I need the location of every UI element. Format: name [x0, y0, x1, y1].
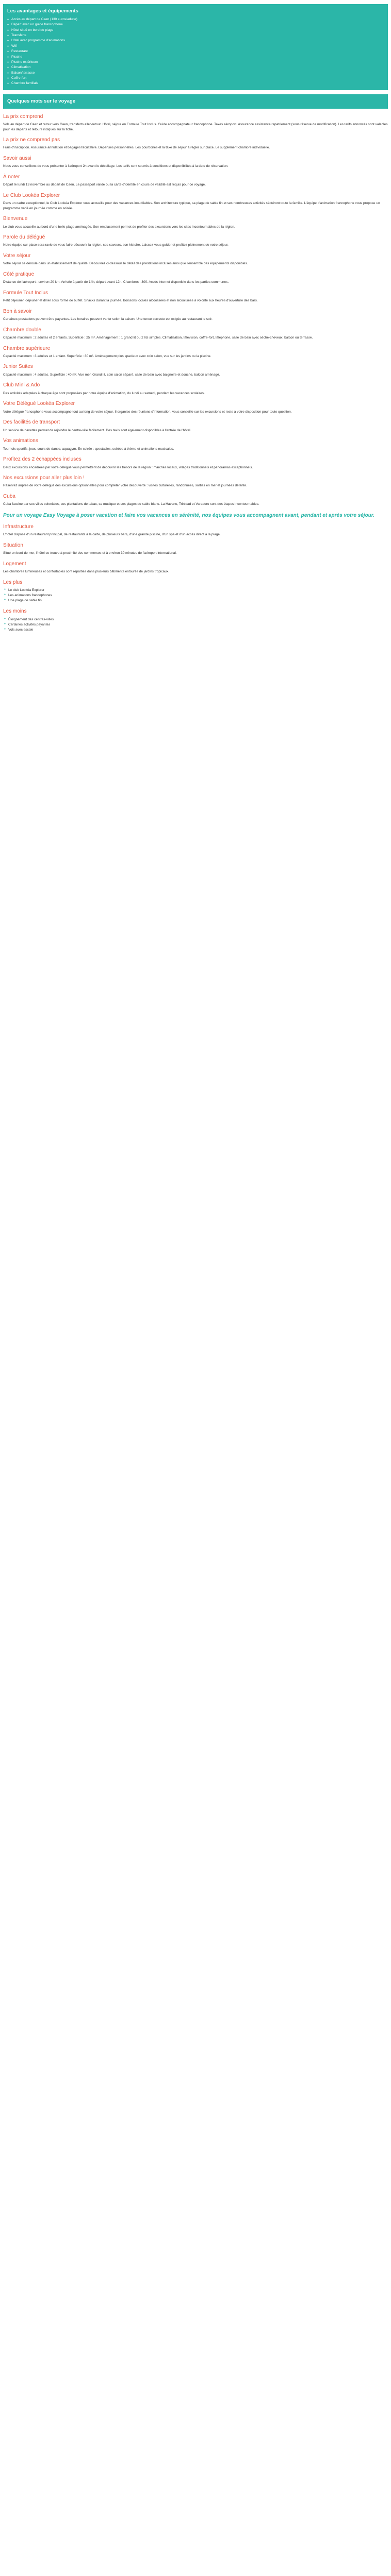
advantage-item: ● Départ avec un guide francophone: [7, 22, 384, 27]
section: [3, 493, 388, 507]
list-item: ● Les animations francophones: [3, 593, 388, 598]
advantage-item: ● Restaurant: [7, 49, 384, 54]
cons-title: Les moins: [3, 608, 27, 615]
section-body: Frais d'inscription. Assurance annulation et bagages facultative. Dépenses personnelles. Les pourboires et la taxe de séjour à régler sur place. Le supplément chambre individuelle.: [3, 146, 270, 150]
section: [3, 345, 388, 359]
promo-text: Pour un voyage Easy Voyage à poser vacation et faire vos vacances en sérénité, nos équipes vous accompagnent avant, pendant et après votre séjour.: [3, 512, 374, 518]
advantage-item: ● Hôtel avec programme d'animations: [7, 38, 384, 43]
section: [3, 252, 388, 266]
section: [3, 474, 388, 488]
advantage-item: ● Accès au départ de Caen (130 euros/adulte): [7, 17, 384, 22]
advantages-list: [7, 17, 384, 87]
advantage-item: ● Transferts: [7, 33, 384, 38]
section-title: Cuba: [3, 493, 15, 499]
section-body: Capacité maximum : 4 adultes. Superficie : 40 m². Vue mer. Grand lit, coin salon séparé, salle de bain avec baignoire et douche, balcon aménagé.: [3, 372, 220, 377]
section-title: Junior Suites: [3, 364, 33, 370]
section-body: Vols au départ de Caen et retour vers Caen, transferts aller-retour. Hôtel, séjour en Formule Tout Inclus. Guide accompagnateur francophone. Taxes aéroport. Assurance assistance rapatriement (sous réserve de modification). Les tarifs annoncés sont valables pour les départs et retours indiqués sur la fiche.: [3, 123, 388, 131]
advantage-item: ● Wifi: [7, 44, 384, 49]
section-body: Situé en bord de mer, l'hôtel se trouve à proximité des commerces et à environ 30 minutes de l'aéroport international.: [3, 551, 177, 555]
section-title: Vos animations: [3, 438, 38, 444]
section-title: Des facilités de transport: [3, 419, 60, 426]
advantage-item: ● Coffre-fort: [7, 76, 384, 81]
advantage-item: ● Piscine: [7, 55, 384, 60]
section: [3, 382, 388, 396]
section-body: L'hôtel dispose d'un restaurant principal, de restaurants à la carte, de plusieurs bars, d'une grande piscine, d'un spa et d'un accès direct à la plage.: [3, 533, 221, 537]
section-title: Profitez des 2 échappées incluses: [3, 456, 82, 463]
section-body: Tournois sportifs, jeux, cours de danse, aquagym. En soirée : spectacles, soirées à thème et animations musicales.: [3, 447, 174, 451]
section: [3, 363, 388, 377]
section: [3, 137, 388, 150]
section-title: La prix ne comprend pas: [3, 137, 60, 143]
section-title: Chambre double: [3, 327, 41, 333]
section: [3, 419, 388, 433]
list-item: ● Certaines activités payantes: [3, 622, 388, 628]
section-body: Petit déjeuner, déjeuner et dîner sous forme de buffet. Snacks durant la journée. Boissons locales alcoolisées et non alcoolisées à volonté aux heures d'ouverture des bars.: [3, 299, 258, 303]
section-title: Infrastructure: [3, 523, 34, 530]
section-title: Votre séjour: [3, 252, 31, 259]
section-title: Bon à savoir: [3, 308, 32, 314]
pros-section: [3, 579, 388, 604]
section-title: Nos excursions pour aller plus loin !: [3, 474, 85, 481]
section-body: Notre équipe sur place sera ravie de vous faire découvrir la région, ses saveurs, son histoire. Laissez-vous guider et profitez pleinement de votre séjour.: [3, 243, 229, 247]
section-title: Bienvenue: [3, 216, 28, 222]
advantage-item: ● Balcon/terrasse: [7, 71, 384, 76]
section: [3, 290, 388, 303]
section-body: Capacité maximum : 3 adultes et 1 enfant. Superficie : 30 m². Aménagement plus spacieux avec coin salon, vue sur les jardins ou la piscine.: [3, 354, 211, 359]
section: [3, 456, 388, 470]
section-body: Nous vous conseillons de vous présenter à l'aéroport 2h avant le décollage. Les tarifs sont soumis à conditions et disponibilités à la date de réservation.: [3, 164, 229, 168]
section-body: Votre séjour se déroule dans un établissement de qualité. Découvrez ci-dessous le détail des prestations incluses ainsi que l'ensemble des équipements disponibles.: [3, 262, 248, 266]
section-title: Savoir aussi: [3, 155, 31, 161]
section-body: Distance de l'aéroport : environ 20 km. Arrivée à partir de 14h, départ avant 12h. Chambres : 300. Accès internet disponible dans les parties communes.: [3, 280, 229, 284]
list-item: ● Une plage de sable fin: [3, 598, 388, 603]
pros-title: Les plus: [3, 579, 23, 585]
section-title: Situation: [3, 542, 23, 548]
trip-intro-banner: [3, 94, 388, 109]
section-body: Votre délégué francophone vous accompagne tout au long de votre séjour. Il organise des réunions d'information, vous conseille sur les excursions et reste à votre disposition pour toute question.: [3, 410, 292, 414]
section: [3, 327, 388, 341]
advantages-banner: [3, 4, 388, 90]
section-body: Certaines prestations peuvent être payantes. Les horaires peuvent varier selon la saison. Une tenue correcte est exigée au restaurant le soir.: [3, 317, 213, 321]
section-title: Le Club Lookéa Explorer: [3, 192, 60, 198]
advantage-item: ● Piscine extérieure: [7, 60, 384, 65]
section-title: Club Mini & Ado: [3, 382, 40, 388]
advantage-item: ● Climatisation: [7, 65, 384, 70]
section-body: Dans un cadre exceptionnel, le Club Lookéa Explorer vous accueille pour des vacances inoubliables. Son architecture typique, sa plage de sable fin et ses nombreuses activités séduiront toute la famille. L'équipe d'animation francophone vous propose un programme varié en journée comme en soirée.: [3, 201, 380, 210]
page: [0, 0, 391, 639]
cons-list: [3, 617, 388, 633]
section: [3, 437, 388, 451]
section-title: Chambre supérieure: [3, 345, 51, 351]
section: [3, 174, 388, 188]
section-body: Des activités adaptées à chaque âge sont proposées par notre équipe d'animation, du lundi au samedi, pendant les vacances scolaires.: [3, 391, 205, 395]
section: [3, 561, 388, 574]
list-item: ● Vols avec escale: [3, 628, 388, 633]
section: [3, 523, 388, 537]
advantage-item: ● Chambre familiale: [7, 81, 384, 86]
section-title: Logement: [3, 561, 26, 567]
section: [3, 113, 388, 132]
section-title: La prix comprend: [3, 113, 43, 120]
section-title: Votre Délégué Lookéa Explorer: [3, 401, 75, 407]
section-body: Cuba fascine par ses villes coloniales, ses plantations de tabac, sa musique et ses plages de sable blanc. La Havane, Trinidad et Varadero sont des étapes incontournables.: [3, 502, 259, 506]
section-title: Formule Tout Inclus: [3, 290, 48, 296]
pros-list: [3, 588, 388, 603]
cons-section: [3, 608, 388, 633]
section-body: Le club vous accueille au bord d'une belle plage aménagée. Son emplacement permet de profiter des excursions vers les sites incontournables de la région.: [3, 225, 235, 229]
advantage-item: ● Hôtel situé en bord de plage: [7, 28, 384, 33]
section-body: Capacité maximum : 2 adultes et 2 enfants. Superficie : 25 m². Aménagement : 1 grand lit ou 2 lits simples. Climatisation, télévision, coffre-fort, téléphone, salle de bain avec sèche-cheveux, balcon ou terrasse.: [3, 336, 313, 340]
section-body: Les chambres lumineuses et confortables sont réparties dans plusieurs bâtiments entourés de jardins tropicaux.: [3, 570, 169, 574]
section: [3, 542, 388, 556]
list-item: ● Éloignement des centres-villes: [3, 617, 388, 622]
trip-intro-title: Quelques mots sur le voyage: [7, 98, 75, 104]
section: [3, 192, 388, 211]
advantages-title: Les avantages et équipements: [7, 8, 78, 14]
list-item: ● Le club Lookéa Explorer: [3, 588, 388, 593]
section: [3, 215, 388, 229]
section-body: Départ le lundi 13 novembre au départ de Caen. Le passeport valide ou la carte d'identité en cours de validité est requis pour ce voyage.: [3, 183, 206, 187]
section: [3, 308, 388, 322]
section: [3, 234, 388, 248]
section-title: À noter: [3, 174, 20, 180]
section-title: Côté pratique: [3, 271, 35, 277]
section: [3, 271, 388, 285]
section-title: Parole du délégué: [3, 234, 45, 240]
section-body: Deux excursions encadrées par votre délégué vous permettent de découvrir les trésors de la région : marchés locaux, villages traditionnels et panoramas exceptionnels.: [3, 465, 253, 469]
section: [3, 155, 388, 169]
section-body: Un service de navettes permet de rejoindre le centre-ville facilement. Des taxis sont également disponibles à l'entrée de l'hôtel.: [3, 428, 191, 432]
section: [3, 400, 388, 414]
section-body: Réservez auprès de votre délégué des excursions optionnelles pour compléter votre découverte : visites culturelles, randonnées, sorties en mer et journées détente.: [3, 484, 247, 488]
